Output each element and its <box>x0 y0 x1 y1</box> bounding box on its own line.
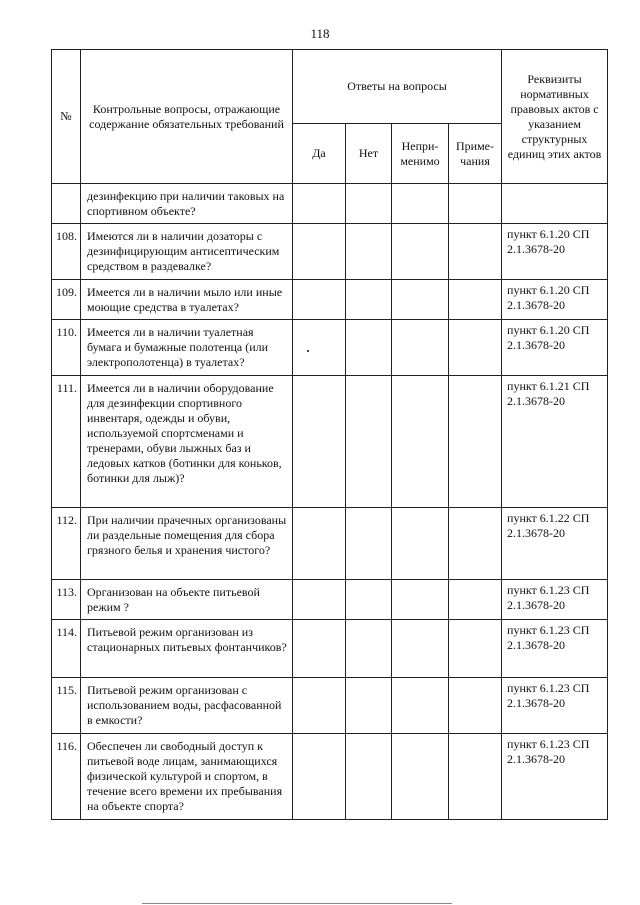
answer-no-cell <box>346 508 392 580</box>
row-number: 111. <box>52 376 81 508</box>
row-question: Питьевой режим организован с использованием воды, расфасованной в емкости? <box>81 678 293 734</box>
table-row <box>52 734 608 820</box>
answer-no-cell <box>346 678 392 734</box>
row-number: 112. <box>52 508 81 580</box>
answer-not-applicable-cell <box>392 508 449 580</box>
answer-yes-cell <box>293 376 346 508</box>
answer-no-cell <box>346 320 392 376</box>
stray-mark <box>307 350 309 352</box>
answer-yes-cell <box>293 320 346 376</box>
row-question: Имеется ли в наличии оборудование для дезинфекции спортивного инвентаря, одежды и обуви, используемой спортсменами и тренерами, обуви лыжных баз и ледовых катков (ботинки для коньков, ботинки для лыж)? <box>81 376 293 508</box>
row-number: 109. <box>52 280 81 320</box>
row-reference: пункт 6.1.21 СП 2.1.3678-20 <box>502 376 608 508</box>
answer-not-applicable-cell <box>392 320 449 376</box>
row-question: Имеются ли в наличии дозаторы с дезинфицирующим антисептическим средством в раздевалке? <box>81 224 293 280</box>
answer-not-applicable-cell <box>392 620 449 678</box>
row-number: 113. <box>52 580 81 620</box>
answer-not-applicable-cell <box>392 376 449 508</box>
row-reference-empty <box>502 184 608 224</box>
row-number: 110. <box>52 320 81 376</box>
table-row <box>52 580 608 620</box>
header-yes: Да <box>293 124 346 184</box>
table-row <box>52 280 608 320</box>
answer-notes-cell <box>449 508 502 580</box>
answer-yes-cell <box>293 508 346 580</box>
answer-no-cell <box>346 620 392 678</box>
row-question: Организован на объекте питьевой режим ? <box>81 580 293 620</box>
answer-not-applicable-cell <box>392 734 449 820</box>
answer-no-cell <box>346 734 392 820</box>
answer-yes-cell <box>293 224 346 280</box>
answer-notes-cell <box>449 184 502 224</box>
answer-notes-cell <box>449 678 502 734</box>
answer-notes-cell <box>449 620 502 678</box>
answer-yes-cell <box>293 280 346 320</box>
row-reference: пункт 6.1.23 СП 2.1.3678-20 <box>502 678 608 734</box>
table-row <box>52 320 608 376</box>
answer-no-cell <box>346 580 392 620</box>
header-number: № <box>52 50 81 184</box>
row-question: дезинфекцию при наличии таковых на спортивном объекте? <box>81 184 293 224</box>
answer-yes-cell <box>293 184 346 224</box>
row-number: 115. <box>52 678 81 734</box>
row-reference: пункт 6.1.23 СП 2.1.3678-20 <box>502 620 608 678</box>
row-question: Питьевой режим организован из стационарных питьевых фонтанчиков? <box>81 620 293 678</box>
answer-no-cell <box>346 184 392 224</box>
answer-notes-cell <box>449 224 502 280</box>
row-number-empty <box>52 184 81 224</box>
scan-edge-line <box>142 903 452 904</box>
row-question: Имеется ли в наличии туалетная бумага и бумажные полотенца (или электрополотенца) в туалетах? <box>81 320 293 376</box>
row-reference: пункт 6.1.20 СП 2.1.3678-20 <box>502 224 608 280</box>
header-question: Контрольные вопросы, отражающие содержание обязательных требований <box>81 50 293 184</box>
header-not-applicable: Непри-менимо <box>392 124 449 184</box>
row-reference: пункт 6.1.23 СП 2.1.3678-20 <box>502 580 608 620</box>
checklist-table <box>51 49 608 820</box>
row-number: 116. <box>52 734 81 820</box>
answer-yes-cell <box>293 620 346 678</box>
table-row <box>52 224 608 280</box>
answer-no-cell <box>346 280 392 320</box>
answer-yes-cell <box>293 734 346 820</box>
header-notes: Приме-чания <box>449 124 502 184</box>
table-row <box>52 184 608 224</box>
answer-notes-cell <box>449 580 502 620</box>
answer-notes-cell <box>449 280 502 320</box>
answer-not-applicable-cell <box>392 224 449 280</box>
answer-no-cell <box>346 376 392 508</box>
answer-not-applicable-cell <box>392 280 449 320</box>
table-row <box>52 678 608 734</box>
answer-notes-cell <box>449 734 502 820</box>
row-number: 114. <box>52 620 81 678</box>
answer-notes-cell <box>449 320 502 376</box>
answer-no-cell <box>346 224 392 280</box>
table-row <box>52 620 608 678</box>
header-answers: Ответы на вопросы <box>293 50 502 124</box>
row-reference: пункт 6.1.20 СП 2.1.3678-20 <box>502 320 608 376</box>
row-question: Имеется ли в наличии мыло или иные моющие средства в туалетах? <box>81 280 293 320</box>
row-number: 108. <box>52 224 81 280</box>
answer-not-applicable-cell <box>392 580 449 620</box>
answer-not-applicable-cell <box>392 678 449 734</box>
row-reference: пункт 6.1.23 СП 2.1.3678-20 <box>502 734 608 820</box>
table-row <box>52 508 608 580</box>
row-reference: пункт 6.1.22 СП 2.1.3678-20 <box>502 508 608 580</box>
page-number: 118 <box>310 26 330 41</box>
header-no: Нет <box>346 124 392 184</box>
row-question: При наличии прачечных организованы ли раздельные помещения для сбора грязного белья и хранения чистого? <box>81 508 293 580</box>
row-question: Обеспечен ли свободный доступ к питьевой воде лицам, занимающихся физической культурой и спортом, в течение всего времени их пребывания на объекте спорта? <box>81 734 293 820</box>
answer-yes-cell <box>293 678 346 734</box>
answer-not-applicable-cell <box>392 184 449 224</box>
row-reference: пункт 6.1.20 СП 2.1.3678-20 <box>502 280 608 320</box>
answer-yes-cell <box>293 580 346 620</box>
answer-notes-cell <box>449 376 502 508</box>
header-requisites: Реквизиты нормативных правовых актов с указанием структурных единиц этих актов <box>502 50 608 184</box>
table-row <box>52 376 608 508</box>
